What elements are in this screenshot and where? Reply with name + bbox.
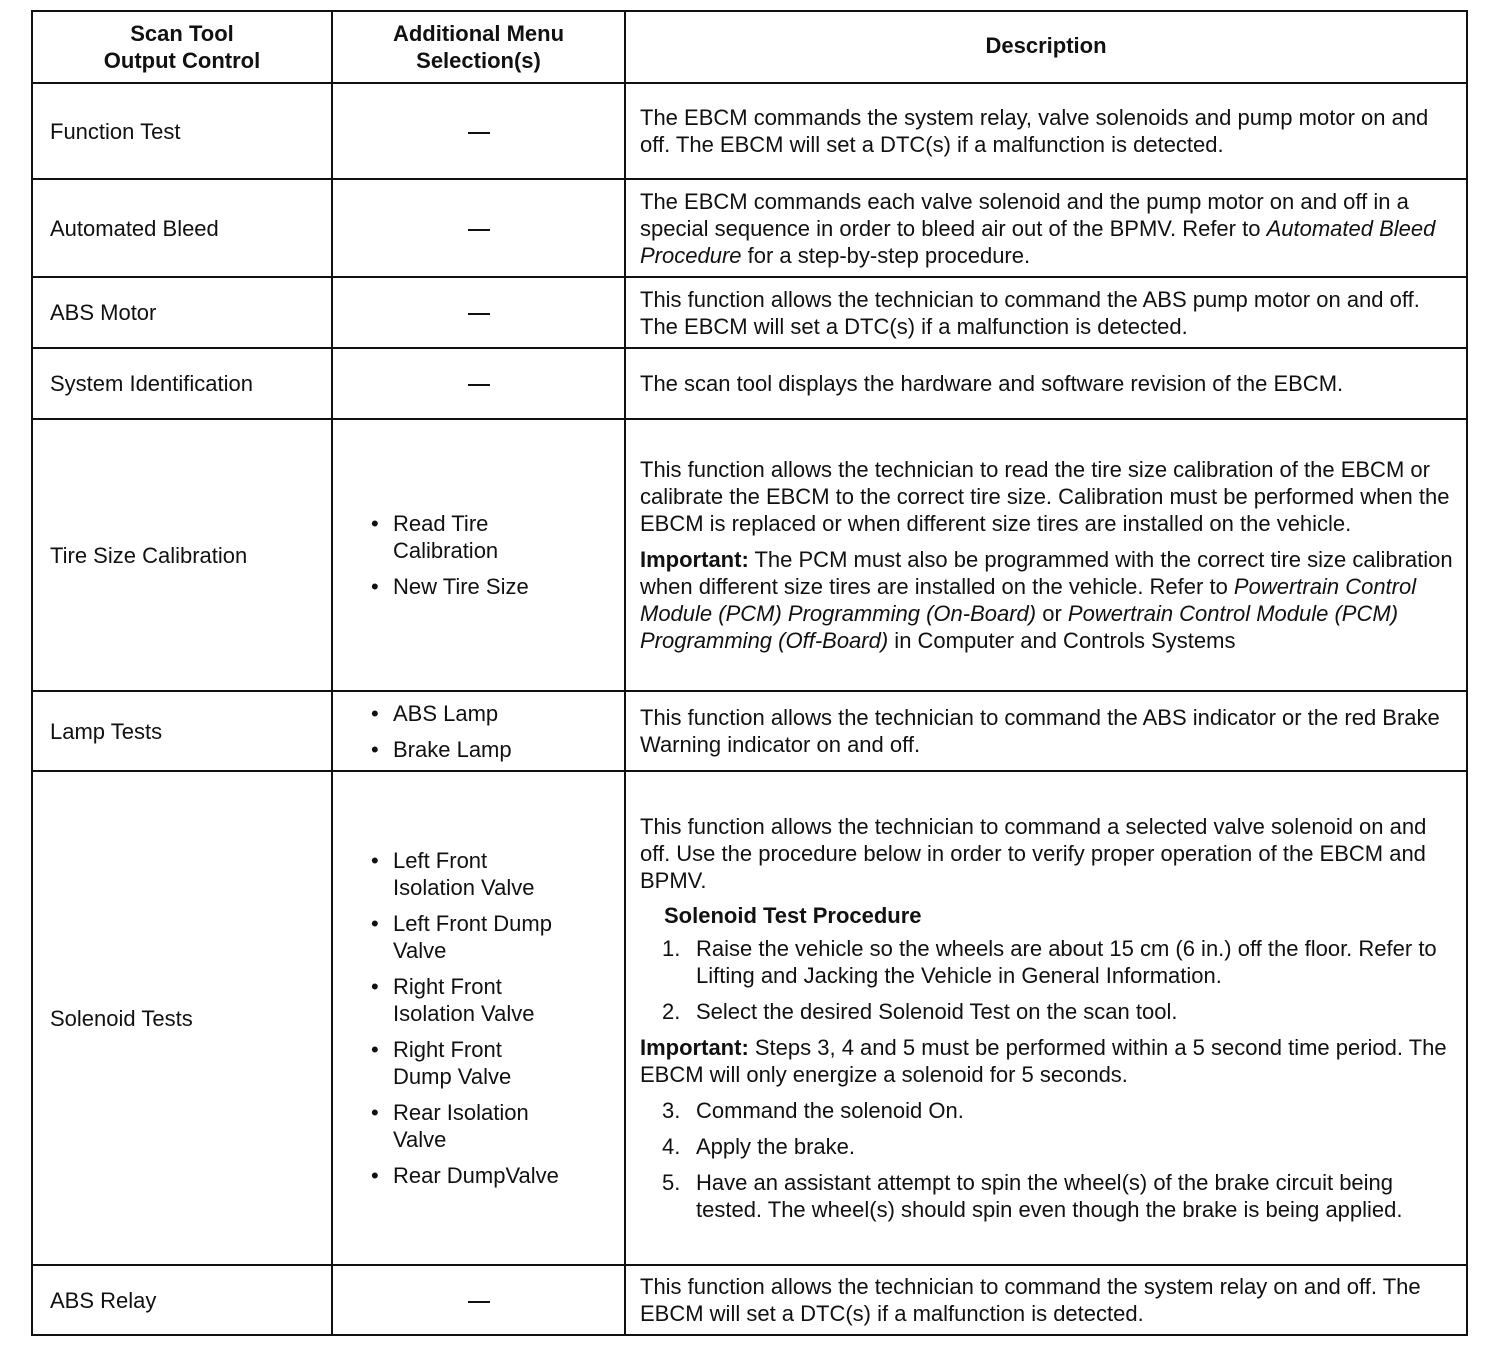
reference-automated-bleed-procedure: Automated Bleed Procedure: [640, 215, 1436, 268]
row-name: Lamp Tests: [32, 691, 332, 771]
dash-mark: [468, 384, 490, 386]
row-name: Tire Size Calibration: [32, 419, 332, 691]
list-item: • ABS Lamp: [365, 700, 623, 727]
table-row-tire-size-calibration: [32, 419, 1467, 691]
row-description: The scan tool displays the hardware and software revision of the EBCM.: [625, 348, 1467, 419]
row-name: Solenoid Tests: [32, 771, 332, 1265]
list-item: • Left Front Isolation Valve: [365, 847, 563, 901]
menu-none: [332, 277, 625, 348]
list-item: • Read Tire Calibration: [365, 510, 623, 564]
row-name: Automated Bleed: [32, 179, 332, 277]
procedure-step: 2. Select the desired Solenoid Test on the scan tool.: [662, 999, 1178, 1024]
row-description: This function allows the technician to command the ABS indicator or the red Brake Warning indicator on and off.: [625, 691, 1467, 771]
row-description: The EBCM commands the system relay, valve solenoids and pump motor on and off. The EBCM will set a DTC(s) if a malfunction is detected.: [625, 83, 1467, 179]
row-description: This function allows the technician to read the tire size calibration of the EBCM or calibrate the EBCM to the correct tire size. Calibration must be performed when the EBCM is replaced or when different size tires are installed on the vehicle. Important: The PCM must also be programmed with the correct tire size calibration when different size tires are installed on the vehicle. Refer to Powertrain Control Module (PCM) Programming (On-Board) or Powertrain Control Module (PCM) Programming (Off-Board) in Computer and Controls Systems: [625, 419, 1467, 691]
procedure-step: 4. Apply the brake.: [662, 1134, 855, 1159]
table-row-abs-motor: [32, 277, 1467, 348]
reference-pcm-off-board: Powertrain Control Module (PCM) Programming (Off-Board): [640, 601, 1399, 653]
table-row-system-identification: [32, 348, 1467, 419]
header-additional-menu-selections: Additional Menu Selection(s): [332, 11, 625, 83]
list-item: • Left Front Dump Valve: [365, 910, 563, 964]
important-label: Important:: [640, 1035, 749, 1060]
menu-none: [332, 1265, 625, 1335]
header-scan-tool-output-control: Scan Tool Output Control: [32, 11, 332, 83]
menu-none: [332, 179, 625, 277]
dash-mark: [468, 313, 490, 315]
important-label: Important:: [640, 547, 749, 572]
list-item: • Right Front Dump Valve: [365, 1036, 563, 1090]
list-item: • Right Front Isolation Valve: [365, 973, 563, 1027]
row-name: System Identification: [32, 348, 332, 419]
dash-mark: [468, 132, 490, 134]
procedure-step: 1. Raise the vehicle so the wheels are about 15 cm (6 in.) off the floor. Refer to Lifting and Jacking the Vehicle in General Information.: [662, 936, 1437, 988]
row-description: This function allows the technician to command the ABS pump motor on and off. The EBCM will set a DTC(s) if a malfunction is detected.: [625, 277, 1467, 348]
procedure-title: Solenoid Test Procedure: [664, 903, 922, 928]
row-name: Function Test: [32, 83, 332, 179]
dash-mark: [468, 1301, 490, 1303]
menu-selections: [332, 419, 625, 691]
list-item: • New Tire Size: [365, 573, 623, 600]
row-description: The EBCM commands each valve solenoid and the pump motor on and off in a special sequence in order to bleed air out of the BPMV. Refer to Automated Bleed Procedure for a step-by-step procedure.: [625, 179, 1467, 277]
row-name: ABS Relay: [32, 1265, 332, 1335]
list-item: • Rear Isolation Valve: [365, 1099, 563, 1153]
menu-none: [332, 83, 625, 179]
header-description: Description: [625, 11, 1467, 83]
scan-tool-output-control-table: [31, 10, 1468, 1336]
procedure-step: 3. Command the solenoid On.: [662, 1098, 964, 1123]
row-description: This function allows the technician to command the system relay on and off. The EBCM will set a DTC(s) if a malfunction is detected.: [625, 1265, 1467, 1335]
procedure-step: 5. Have an assistant attempt to spin the wheel(s) of the brake circuit being tested. The wheel(s) should spin even though the brake is being applied.: [662, 1170, 1403, 1222]
menu-selections: [332, 691, 625, 771]
menu-selections: [332, 771, 625, 1265]
row-name: ABS Motor: [32, 277, 332, 348]
table-row-automated-bleed: [32, 179, 1467, 277]
table-row-function-test: [32, 83, 1467, 179]
procedure-steps-1-2: [640, 935, 1454, 1025]
menu-none: [332, 348, 625, 419]
table-row-solenoid-tests: [32, 771, 1467, 1265]
reference-pcm-on-board: Powertrain Control Module (PCM) Programming (On-Board): [640, 574, 1417, 626]
table-row-lamp-tests: [32, 691, 1467, 771]
list-item: • Brake Lamp: [365, 736, 623, 763]
table-row-abs-relay: [32, 1265, 1467, 1335]
dash-mark: [468, 229, 490, 231]
list-item: • Rear DumpValve: [365, 1162, 563, 1189]
procedure-steps-3-5: [640, 1097, 1454, 1223]
row-description: This function allows the technician to command a selected valve solenoid on and off. Use the procedure below in order to verify proper operation of the EBCM and BPMV. Solenoid Test Procedure 1. Raise the vehicle so the wheels are about 15 cm (6 in.) off the floor. Refer to Lifting and Jacking the Vehicle in General Information. 2. Select the desired Solenoid Test on the scan tool. Important: Steps 3, 4 and 5 must be performed within a 5 second time period. The EBCM will only energize a solenoid for 5 seconds. 3. Command the solenoid On. 4. Apply the brake. 5. Have an assistant attempt to spin the wheel(s) of the brake circuit being tested. The wheel(s) should spin even though the brake is being applied.: [625, 771, 1467, 1265]
table-header-row: [32, 11, 1467, 83]
